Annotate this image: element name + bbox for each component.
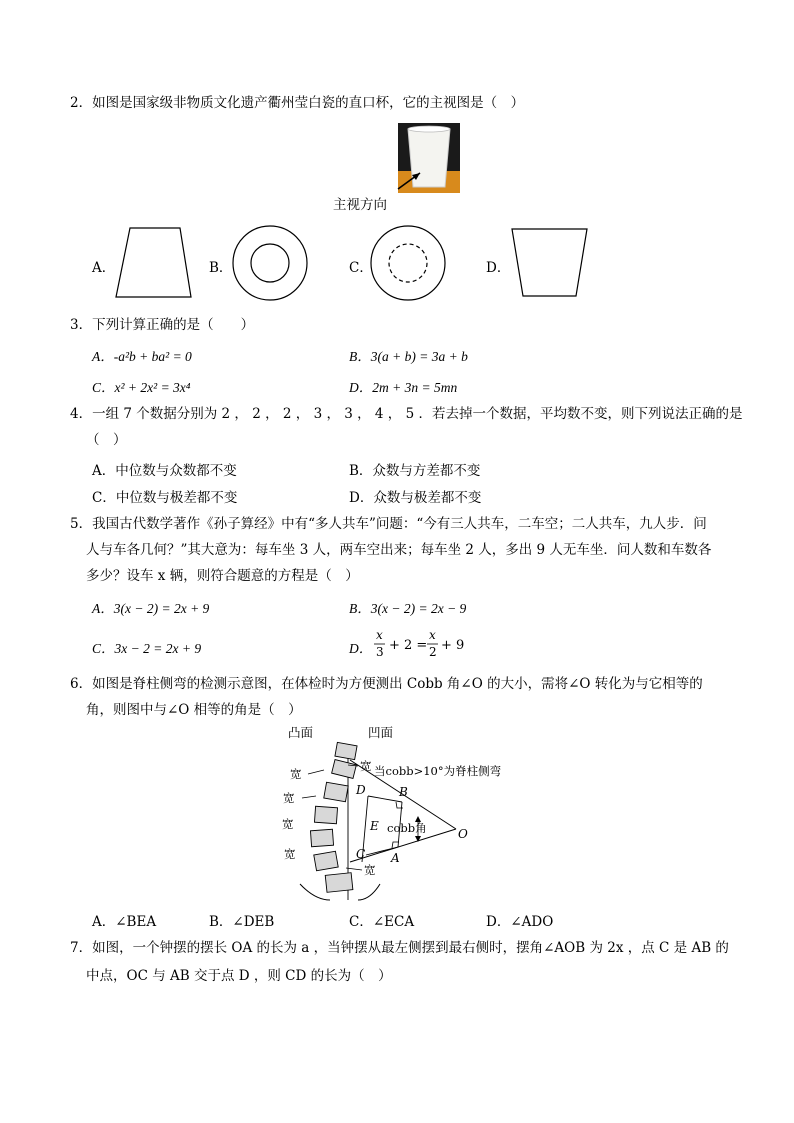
svg-text:3: 3 bbox=[376, 645, 384, 659]
label-concave: 凹面 bbox=[368, 725, 394, 740]
svg-text:C: C bbox=[356, 847, 366, 861]
svg-text:宽: 宽 bbox=[360, 759, 372, 773]
q6-option-d[interactable]: D．∠ADO bbox=[486, 914, 554, 930]
svg-text:宽: 宽 bbox=[283, 791, 295, 805]
view-direction-caption: 主视方向 bbox=[333, 197, 387, 213]
q6-option-a[interactable]: A．∠BEA bbox=[92, 914, 157, 930]
q7-stem-line1: 7．如图，一个钟摆的摆长 OA 的长为 a ，当钟摆从最左侧摆到最右侧时，摆角∠AOB 为 2x ，点 C 是 AB 的 bbox=[70, 940, 729, 956]
svg-text:宽: 宽 bbox=[290, 767, 302, 781]
circle-c-inner bbox=[389, 244, 427, 282]
spine-diagram bbox=[270, 722, 520, 904]
svg-text:宽: 宽 bbox=[282, 817, 294, 831]
circle-b-inner bbox=[251, 244, 289, 282]
q6-stem-line1: 6．如图是脊柱侧弯的检测示意图，在体检时为方便测出 Cobb 角∠O 的大小，需将∠O 转化为与它相等的 bbox=[70, 676, 703, 692]
q4-option-d[interactable]: D．众数与极差都不变 bbox=[349, 490, 482, 506]
label-convex: 凸面 bbox=[288, 725, 314, 740]
svg-text:x: x bbox=[376, 628, 383, 642]
q2-option-figures bbox=[0, 0, 794, 310]
q4-stem-line1: 4．一组 7 个数据分别为 2 ， 2 ， 2 ， 3 ， 3 ， 4 ， 5 ．若去掉一个数据，平均数不变，则下列说法正确的是 bbox=[70, 406, 743, 422]
q3-option-a[interactable]: A．-a²b + ba² = 0 bbox=[92, 349, 192, 364]
q3-option-c[interactable]: C．x² + 2x² = 3x⁴ bbox=[92, 380, 191, 395]
q2-option-a[interactable]: A． bbox=[92, 260, 116, 276]
q4-option-b[interactable]: B．众数与方差都不变 bbox=[349, 463, 481, 479]
q5-stem-line2: 人与车各几何？”其大意为：每车坐 3 人，两车空出来；每车坐 2 人，多出 9 人无车坐．问人数和车数各 bbox=[86, 542, 712, 558]
q5-stem-line3: 多少？设车 x 辆，则符合题意的方程是（ ） bbox=[86, 568, 359, 584]
segment-db bbox=[368, 796, 402, 802]
q2-option-c[interactable]: C． bbox=[349, 260, 373, 276]
q5-option-c[interactable]: C．3x − 2 = 2x + 9 bbox=[92, 641, 202, 656]
q4-stem-line2: （ ） bbox=[86, 432, 127, 448]
circle-c-outer bbox=[371, 226, 445, 300]
q4-option-c[interactable]: C．中位数与极差都不变 bbox=[92, 490, 238, 506]
svg-text:O: O bbox=[458, 827, 468, 841]
q6-stem-line2: 角，则图中与∠O 相等的角是（ ） bbox=[86, 702, 302, 718]
q5-option-d-formula bbox=[372, 626, 465, 666]
svg-text:2: 2 bbox=[429, 645, 437, 659]
q2-stem: 2．如图是国家级非物质文化遗产衢州莹白瓷的直口杯，它的主视图是（ ） bbox=[70, 95, 525, 111]
q5-stem-line1: 5．我国古代数学著作《孙子算经》中有“多人共车”问题：“今有三人共车，二车空；二人共车，九人步．问 bbox=[70, 516, 707, 532]
q4-option-a[interactable]: A．中位数与众数都不变 bbox=[92, 463, 237, 479]
q6-option-c[interactable]: C．∠ECA bbox=[349, 914, 415, 930]
svg-text:cobb角: cobb角 bbox=[387, 821, 427, 835]
q7-stem-line2: 中点，OC 与 AB 交于点 D ，则 CD 的长为（ ） bbox=[86, 968, 392, 984]
svg-text:宽: 宽 bbox=[364, 863, 376, 877]
svg-text:E: E bbox=[370, 819, 379, 833]
q2-option-d[interactable]: D． bbox=[486, 260, 511, 276]
trapezoid-a bbox=[116, 228, 191, 297]
svg-text:宽: 宽 bbox=[284, 847, 296, 861]
svg-text:B: B bbox=[399, 785, 408, 799]
svg-text:x: x bbox=[429, 628, 436, 642]
svg-text:D: D bbox=[356, 783, 366, 797]
q3-option-b[interactable]: B．3(a + b) = 3a + b bbox=[349, 349, 468, 364]
q3-stem: 3．下列计算正确的是（ ） bbox=[70, 317, 255, 333]
q5-option-d[interactable]: D． bbox=[349, 641, 373, 656]
circle-b-outer bbox=[233, 226, 307, 300]
q2-option-b[interactable]: B． bbox=[209, 260, 233, 276]
cobb-note: 当cobb>10°为脊柱侧弯 bbox=[374, 764, 502, 778]
svg-text:+ 2 =: + 2 = bbox=[389, 638, 428, 653]
svg-text:A: A bbox=[391, 851, 400, 865]
q5-option-b[interactable]: B．3(x − 2) = 2x − 9 bbox=[349, 601, 467, 616]
svg-text:+ 9: + 9 bbox=[441, 638, 465, 653]
q3-option-d[interactable]: D．2m + 3n = 5mn bbox=[349, 380, 458, 395]
trapezoid-d bbox=[512, 229, 587, 296]
q6-option-b[interactable]: B．∠DEB bbox=[209, 914, 275, 930]
q5-option-a[interactable]: A．3(x − 2) = 2x + 9 bbox=[92, 601, 210, 616]
